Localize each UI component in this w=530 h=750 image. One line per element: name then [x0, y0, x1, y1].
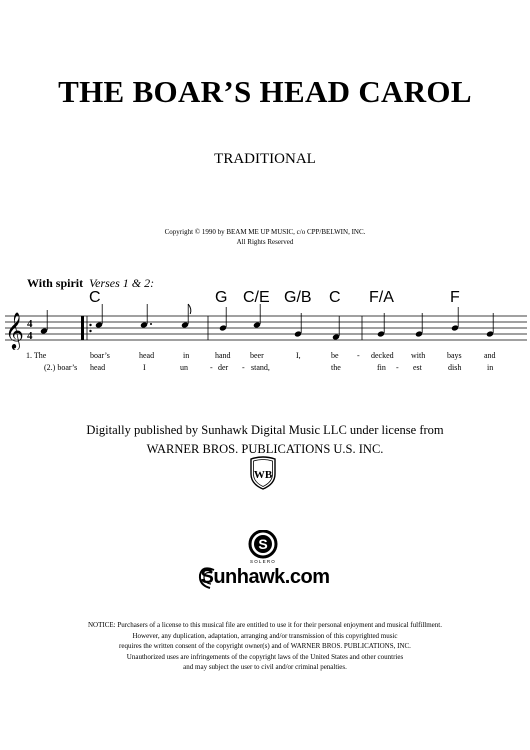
chord-symbol: F/A	[369, 289, 394, 306]
copyright-line: All Rights Reserved	[236, 238, 294, 246]
solero-logo	[238, 530, 292, 564]
chord-symbol: C	[89, 289, 101, 306]
wb-logo-text: WB	[253, 469, 273, 481]
treble-clef-icon: 𝄞	[5, 311, 24, 349]
lyric-syllable: -	[357, 351, 360, 360]
lyric-syllable: est	[413, 363, 422, 372]
license-notice	[0, 620, 530, 673]
chord-symbol: C	[329, 289, 341, 306]
lyric-syllable: der	[218, 363, 229, 372]
chord-symbol: C/E	[243, 289, 270, 306]
time-signature-top: 4	[27, 318, 33, 330]
solero-wordmark: SOLERO	[250, 559, 276, 564]
copyright-notice	[0, 227, 530, 247]
chord-symbol: F	[450, 289, 460, 306]
wb-shield-logo	[248, 456, 278, 490]
lyric-syllable: un	[180, 363, 188, 372]
note	[377, 313, 385, 338]
time-signature-bottom: 4	[27, 330, 33, 342]
lyric-syllable: 1. The	[26, 351, 47, 360]
lyric-syllable: with	[411, 351, 426, 360]
lyric-syllable: head	[139, 351, 155, 360]
lyric-syllable: fin	[377, 363, 386, 372]
notice-line: Unauthorized uses are infringements of the copyright laws of the United States and other countries	[126, 652, 404, 661]
lyric-syllable: the	[331, 363, 341, 372]
chord-symbol: G/B	[284, 289, 312, 306]
lyric-syllable: bays	[447, 351, 462, 360]
lyric-syllable: in	[183, 351, 190, 360]
lyric-syllable: in	[487, 363, 494, 372]
lyric-syllable: and	[484, 351, 496, 360]
publisher-line: Digitally published by Sunhawk Digital Music LLC under license from	[86, 423, 444, 437]
notice-line: However, any duplication, adaptation, arranging and/or transmission of this copyrighted music	[132, 631, 398, 640]
solero-letter: S	[258, 536, 268, 552]
lyric-syllable: beer	[250, 351, 264, 360]
notice-line: requires the written consent of the copyright owner(s) and of WARNER BROS. PUBLICATIONS, INC.	[119, 642, 411, 651]
sunhawk-site-link[interactable]: Sunhawk.com	[200, 566, 330, 588]
copyright-line: Copyright © 1990 by BEAM ME UP MUSIC, c/o CPP/BELWIN, INC.	[164, 228, 366, 236]
notice-line: and may subject the user to civil and/or criminal penalties.	[183, 663, 347, 672]
publisher-line: WARNER BROS. PUBLICATIONS U.S. INC.	[146, 442, 384, 456]
lyric-syllable: be	[331, 351, 339, 360]
composer-credit: TRADITIONAL	[214, 151, 316, 167]
tempo-text: With spirit	[27, 276, 84, 290]
lyric-syllable: I	[143, 363, 146, 372]
note	[294, 313, 302, 338]
lyric-syllable: I,	[296, 351, 301, 360]
chord-symbol: G	[215, 289, 228, 306]
song-title: THE BOAR’S HEAD CAROL	[58, 74, 472, 109]
lyric-syllable: -	[210, 363, 213, 372]
note	[451, 307, 459, 332]
notice-line: NOTICE: Purchasers of a license to this musical file are entitled to use it for their personal enjoyment and musical fulfillment.	[88, 621, 442, 629]
lyric-syllable: head	[90, 363, 106, 372]
lyric-syllable: (2.) boar’s	[44, 363, 78, 372]
note	[415, 313, 423, 338]
music-staff	[0, 300, 530, 350]
note	[486, 313, 494, 338]
lyric-syllable: stand,	[251, 363, 270, 372]
lyric-syllable: hand	[215, 351, 231, 360]
lyric-syllable: dish	[448, 363, 462, 372]
lyric-syllable: -	[396, 363, 399, 372]
lyric-syllable: decked	[371, 351, 394, 360]
lyric-syllable: -	[242, 363, 245, 372]
lyric-syllable: boar’s	[90, 351, 110, 360]
note	[219, 307, 227, 332]
publisher-credit	[0, 421, 530, 459]
section-label: Verses 1 & 2:	[89, 276, 155, 290]
